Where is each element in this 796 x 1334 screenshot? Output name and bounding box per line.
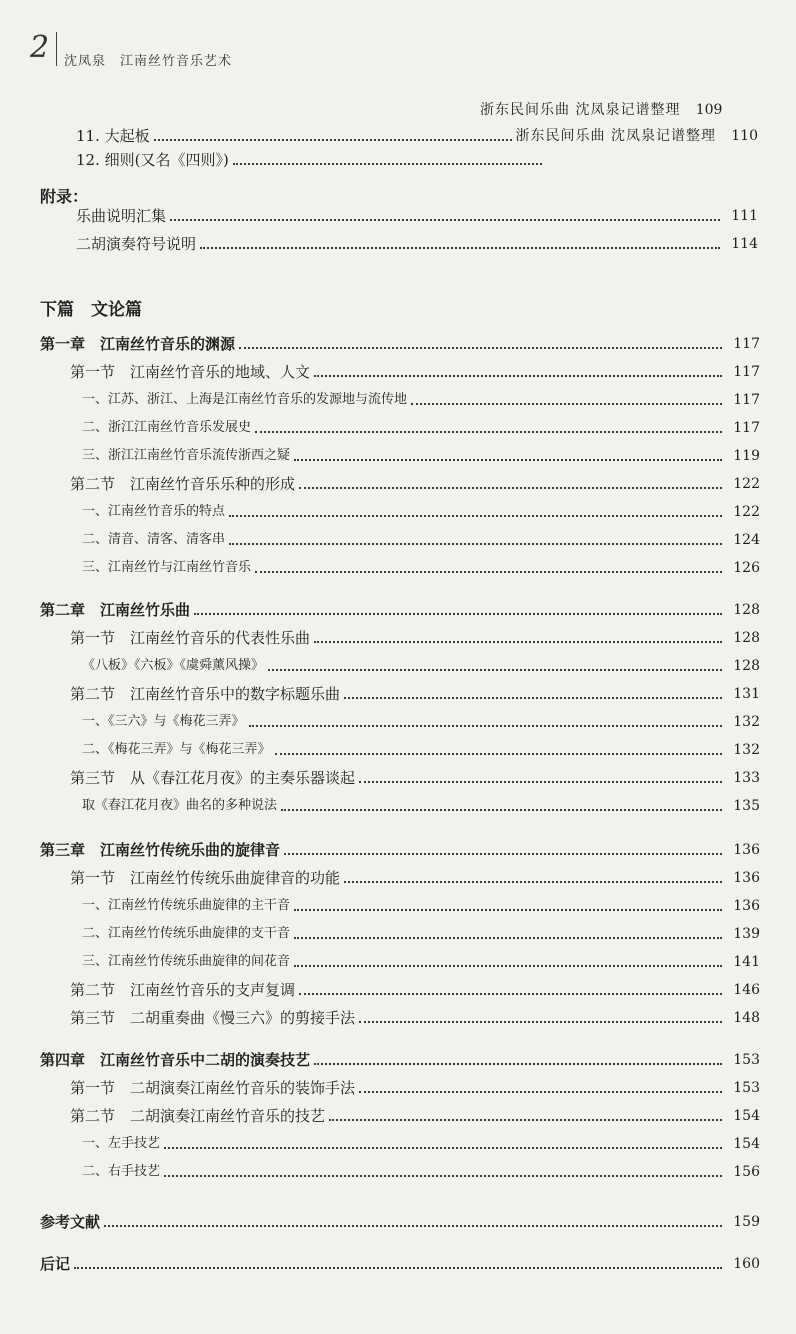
entry-label: 11. 大起板 xyxy=(76,127,150,145)
leader-dots xyxy=(284,852,722,855)
toc-subsection xyxy=(82,498,760,522)
leader-dots xyxy=(164,1146,722,1149)
header-divider xyxy=(56,32,57,66)
entry-page: 128 xyxy=(733,658,760,674)
entry-label: 二、《梅花三弄》与《梅花三弄》 xyxy=(82,742,271,757)
leader-dots xyxy=(104,1224,722,1227)
toc-subsection xyxy=(82,414,760,438)
toc-chapter xyxy=(40,330,760,354)
toc-chapter xyxy=(40,1046,760,1070)
entry-page: 117 xyxy=(733,392,760,408)
entry-page: 159 xyxy=(733,1214,760,1230)
entry-page: 122 xyxy=(733,504,760,520)
toc-entry xyxy=(76,230,758,254)
entry-label: 一、江南丝竹音乐的特点 xyxy=(82,504,226,519)
toc-subsection xyxy=(82,1130,760,1154)
part-title: 下篇 文论篇 xyxy=(40,300,142,320)
toc-entry xyxy=(76,146,546,170)
leader-dots xyxy=(359,1090,722,1093)
toc-chapter xyxy=(40,596,760,620)
leader-dots xyxy=(194,612,722,615)
entry-label: 第一章 江南丝竹音乐的渊源 xyxy=(40,335,236,353)
entry-page: 111 xyxy=(731,208,758,224)
entry-label: 一、左手技艺 xyxy=(82,1136,161,1151)
leader-dots xyxy=(314,1062,722,1065)
leader-dots xyxy=(294,458,722,461)
appendix-heading: 附录： xyxy=(40,187,89,206)
leader-dots xyxy=(164,1174,722,1177)
entry-page: 146 xyxy=(733,982,760,998)
leader-dots xyxy=(344,880,722,883)
leader-dots xyxy=(249,724,722,727)
entry-page: 136 xyxy=(733,898,760,914)
leader-dots xyxy=(268,668,722,671)
toc-subsection xyxy=(82,708,760,732)
leader-dots xyxy=(229,542,722,545)
entry-label: 一、《三六》与《梅花三弄》 xyxy=(82,714,245,729)
entry-page: 156 xyxy=(733,1164,760,1180)
entry-label: 《八板》《六板》《虞舜薰风操》 xyxy=(82,658,265,673)
leader-dots xyxy=(299,992,722,995)
entry-label: 第二章 江南丝竹乐曲 xyxy=(40,601,191,619)
leader-dots xyxy=(359,1020,722,1023)
leader-dots xyxy=(255,570,722,573)
toc-subsection xyxy=(82,554,760,578)
header-page-number: 2 xyxy=(30,30,50,65)
toc-subsection xyxy=(82,920,760,944)
toc-section xyxy=(70,1004,760,1028)
entry-page: 153 xyxy=(733,1052,760,1068)
entry-source: 浙东民间乐曲 沈凤泉记谱整理 xyxy=(480,102,681,118)
toc-subsection xyxy=(82,736,760,760)
entry-page: 132 xyxy=(733,714,760,730)
entry-label: 三、江南丝竹传统乐曲旋律的间花音 xyxy=(82,954,291,969)
leader-dots xyxy=(294,964,722,967)
entry-page: 153 xyxy=(733,1080,760,1096)
toc-entry xyxy=(480,96,758,120)
entry-label: 第一节 江南丝竹音乐的地域、人文 xyxy=(70,363,311,381)
entry-label: 第一节 江南丝竹音乐的代表性乐曲 xyxy=(70,629,311,647)
entry-page: 117 xyxy=(733,420,760,436)
entry-label: 第二节 二胡演奏江南丝竹音乐的技艺 xyxy=(70,1107,326,1125)
entry-label: 第一节 江南丝竹传统乐曲旋律音的功能 xyxy=(70,869,341,887)
leader-dots xyxy=(233,162,542,165)
leader-dots xyxy=(294,908,722,911)
leader-dots xyxy=(229,514,722,517)
toc-section xyxy=(70,864,760,888)
leader-dots xyxy=(411,402,722,405)
entry-page: 128 xyxy=(733,630,760,646)
entry-label: 一、江南丝竹传统乐曲旋律的主干音 xyxy=(82,898,291,913)
leader-dots xyxy=(344,696,722,699)
entry-page: 117 xyxy=(733,336,760,352)
running-title: 沈凤泉 江南丝竹音乐艺术 xyxy=(64,54,233,69)
leader-dots xyxy=(255,430,722,433)
toc-section xyxy=(70,1102,760,1126)
toc-section xyxy=(70,976,760,1000)
entry-page: 136 xyxy=(733,842,760,858)
entry-label: 二胡演奏符号说明 xyxy=(76,235,197,253)
entry-page: 119 xyxy=(733,448,760,464)
toc-subsection xyxy=(82,792,760,816)
entry-label: 参考文献 xyxy=(40,1213,101,1231)
toc-entry xyxy=(76,122,758,146)
toc-section xyxy=(70,624,760,648)
entry-source: 浙东民间乐曲 沈凤泉记谱整理 xyxy=(515,128,716,144)
entry-label: 12. 细则(又名《四则》) xyxy=(76,151,229,169)
toc-subsection xyxy=(82,948,760,972)
toc-chapter xyxy=(40,1250,760,1274)
entry-page: 135 xyxy=(733,798,760,814)
entry-label: 第三节 从《春江花月夜》的主奏乐器谈起 xyxy=(70,769,356,787)
entry-label: 乐曲说明汇集 xyxy=(76,207,167,225)
leader-dots xyxy=(299,486,722,489)
entry-label: 二、江南丝竹传统乐曲旋律的支干音 xyxy=(82,926,291,941)
toc-subsection xyxy=(82,892,760,916)
leader-dots xyxy=(359,780,722,783)
entry-page: 109 xyxy=(695,102,723,118)
entry-page: 122 xyxy=(733,476,760,492)
leader-dots xyxy=(154,138,512,141)
leader-dots xyxy=(329,1118,722,1121)
entry-page: 139 xyxy=(733,926,760,942)
leader-dots xyxy=(239,346,722,349)
leader-dots xyxy=(275,752,722,755)
entry-page: 136 xyxy=(733,870,760,886)
entry-page: 154 xyxy=(733,1108,760,1124)
entry-page: 160 xyxy=(733,1256,760,1272)
entry-label: 三、江南丝竹与江南丝竹音乐 xyxy=(82,560,252,575)
entry-label: 二、浙江江南丝竹音乐发展史 xyxy=(82,420,252,435)
entry-label: 第一节 二胡演奏江南丝竹音乐的装饰手法 xyxy=(70,1079,356,1097)
entry-label: 一、江苏、浙江、上海是江南丝竹音乐的发源地与流传地 xyxy=(82,392,408,407)
entry-label: 第四章 江南丝竹音乐中二胡的演奏技艺 xyxy=(40,1051,311,1069)
toc-subsection xyxy=(82,1158,760,1182)
entry-label: 三、浙江江南丝竹音乐流传浙西之疑 xyxy=(82,448,291,463)
entry-page: 126 xyxy=(733,560,760,576)
leader-dots xyxy=(314,374,722,377)
entry-page: 128 xyxy=(733,602,760,618)
entry-label: 第二节 江南丝竹音乐的支声复调 xyxy=(70,981,296,999)
toc-section xyxy=(70,1074,760,1098)
entry-label: 二、清音、清客、清客串 xyxy=(82,532,226,547)
toc-chapter xyxy=(40,836,760,860)
entry-label: 第三节 二胡重奏曲《慢三六》的剪接手法 xyxy=(70,1009,356,1027)
entry-label: 第二节 江南丝竹音乐中的数字标题乐曲 xyxy=(70,685,341,703)
entry-page: 114 xyxy=(731,236,758,252)
leader-dots xyxy=(314,640,722,643)
entry-label: 二、右手技艺 xyxy=(82,1164,161,1179)
leader-dots xyxy=(281,808,722,811)
entry-label: 第三章 江南丝竹传统乐曲的旋律音 xyxy=(40,841,281,859)
entry-page: 124 xyxy=(733,532,760,548)
leader-dots xyxy=(170,218,720,221)
entry-page: 133 xyxy=(733,770,760,786)
entry-page: 117 xyxy=(733,364,760,380)
toc-subsection xyxy=(82,386,760,410)
entry-page: 132 xyxy=(733,742,760,758)
entry-page: 110 xyxy=(731,128,758,144)
entry-page: 131 xyxy=(733,686,760,702)
toc-chapter xyxy=(40,1208,760,1232)
toc-entry xyxy=(76,202,758,226)
entry-page: 154 xyxy=(733,1136,760,1152)
entry-label: 取《春江花月夜》曲名的多种说法 xyxy=(82,798,278,813)
leader-dots xyxy=(294,936,722,939)
leader-dots xyxy=(200,246,720,249)
entry-page: 148 xyxy=(733,1010,760,1026)
toc-section xyxy=(70,358,760,382)
toc-section xyxy=(70,680,760,704)
toc-subsection xyxy=(82,526,760,550)
entry-label: 后记 xyxy=(40,1255,71,1273)
entry-label: 第二节 江南丝竹音乐乐种的形成 xyxy=(70,475,296,493)
entry-page: 141 xyxy=(733,954,760,970)
toc-section xyxy=(70,764,760,788)
leader-dots xyxy=(74,1266,722,1269)
toc-subsection xyxy=(82,442,760,466)
toc-subsection xyxy=(82,652,760,676)
toc-section xyxy=(70,470,760,494)
